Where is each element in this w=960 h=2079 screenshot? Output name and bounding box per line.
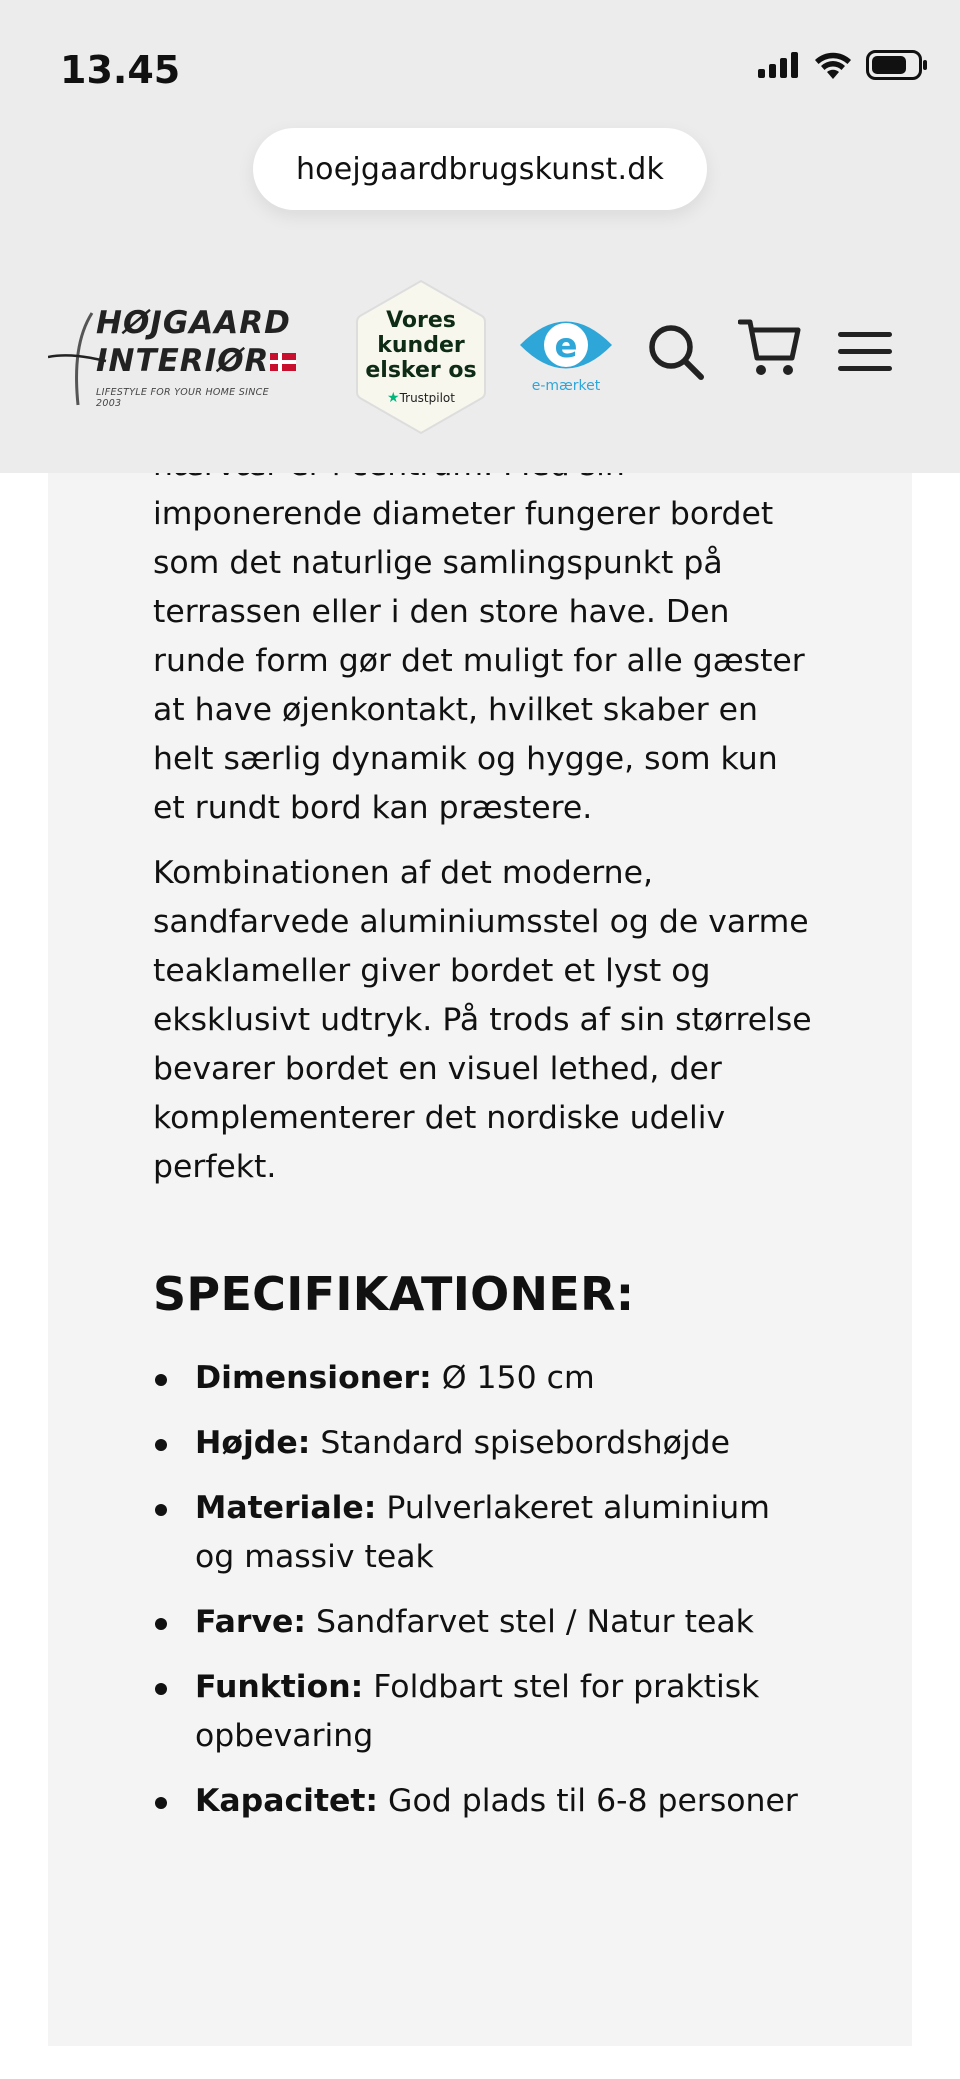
- spec-label: Dimensioner:: [195, 1360, 432, 1396]
- spec-item: [153, 1598, 813, 1647]
- emaerket-label: e-mærket: [531, 378, 601, 394]
- menu-icon: [836, 330, 894, 374]
- trustpilot-label: Trustpilot: [399, 391, 455, 405]
- spec-item: [153, 1777, 813, 1826]
- spec-value: Pulverlakeret aluminium og massiv teak: [195, 1490, 770, 1575]
- wifi-icon: [814, 51, 852, 79]
- logo-tagline: LIFESTYLE FOR YOUR HOME SINCE 2003: [96, 387, 269, 409]
- signal-icon: [758, 52, 800, 78]
- description-paragraph-1: imponerende diameter fungerer bordet som det naturlige samlingspunkt på terrassen eller i den store have. Den runde form gør det muligt for alle gæster at have øjenkontakt, hvilket skaber en helt særlig dynamik og hygge, som kun et rundt bord kan præstere.: [153, 496, 805, 826]
- specifications-heading: SPECIFIKATIONER:: [153, 1267, 635, 1321]
- status-time: 13.45: [60, 48, 181, 92]
- battery-icon: [866, 50, 928, 80]
- emaerket-eye-icon: [516, 312, 616, 378]
- spec-label: Farve:: [195, 1604, 306, 1640]
- spec-label: Funktion:: [195, 1669, 364, 1705]
- search-icon: [646, 322, 706, 382]
- emaerket-badge[interactable]: [516, 312, 616, 396]
- spec-item: [153, 1484, 813, 1582]
- spec-value: Sandfarvet stel / Natur teak: [315, 1604, 754, 1640]
- site-logo[interactable]: [48, 305, 291, 415]
- spec-value: God plads til 6-8 personer: [388, 1783, 798, 1819]
- spec-item: [153, 1419, 813, 1468]
- spec-value: Foldbart stel for praktisk opbevaring: [195, 1669, 760, 1754]
- address-url: hoejgaardbrugskunst.dk: [295, 151, 665, 187]
- description-paragraph-2: Kombinationen af det moderne, sandfarvede aluminiumsstel og de varme teaklameller giver bordet et lyst og eksklusivt udtryk. På trods af sin størrelse bevarer bordet en visuel lethed, der komplementerer det nordiske udeliv perfekt.: [153, 855, 812, 1185]
- address-bar[interactable]: [253, 128, 707, 210]
- trustpilot-brand: [354, 390, 488, 406]
- specifications-list: [153, 1354, 813, 1826]
- spec-item: [153, 1663, 813, 1761]
- trust-badge-text: Vores kunder elsker os: [365, 308, 477, 383]
- menu-button[interactable]: [836, 330, 894, 374]
- cart-button[interactable]: [738, 316, 802, 380]
- spec-item: [153, 1354, 813, 1403]
- trustpilot-badge[interactable]: [354, 278, 488, 436]
- spec-label: Højde:: [195, 1425, 311, 1461]
- danish-flag-icon: [270, 353, 296, 371]
- logo-line2: INTERIØR: [96, 343, 270, 379]
- spec-value: Ø 150 cm: [441, 1360, 595, 1396]
- spec-label: Kapacitet:: [195, 1783, 379, 1819]
- spec-label: Materiale:: [195, 1490, 377, 1526]
- trustpilot-star-icon: ★: [387, 390, 400, 406]
- status-icons: [758, 50, 928, 80]
- cart-icon: [738, 316, 802, 380]
- logo-line1: HØJGAARD: [96, 305, 291, 341]
- spec-value: Standard spisebordshøjde: [320, 1425, 731, 1461]
- top-bar: [0, 0, 960, 473]
- product-description: [153, 441, 813, 1842]
- svg-text:e: e: [554, 326, 578, 366]
- search-button[interactable]: [646, 322, 706, 382]
